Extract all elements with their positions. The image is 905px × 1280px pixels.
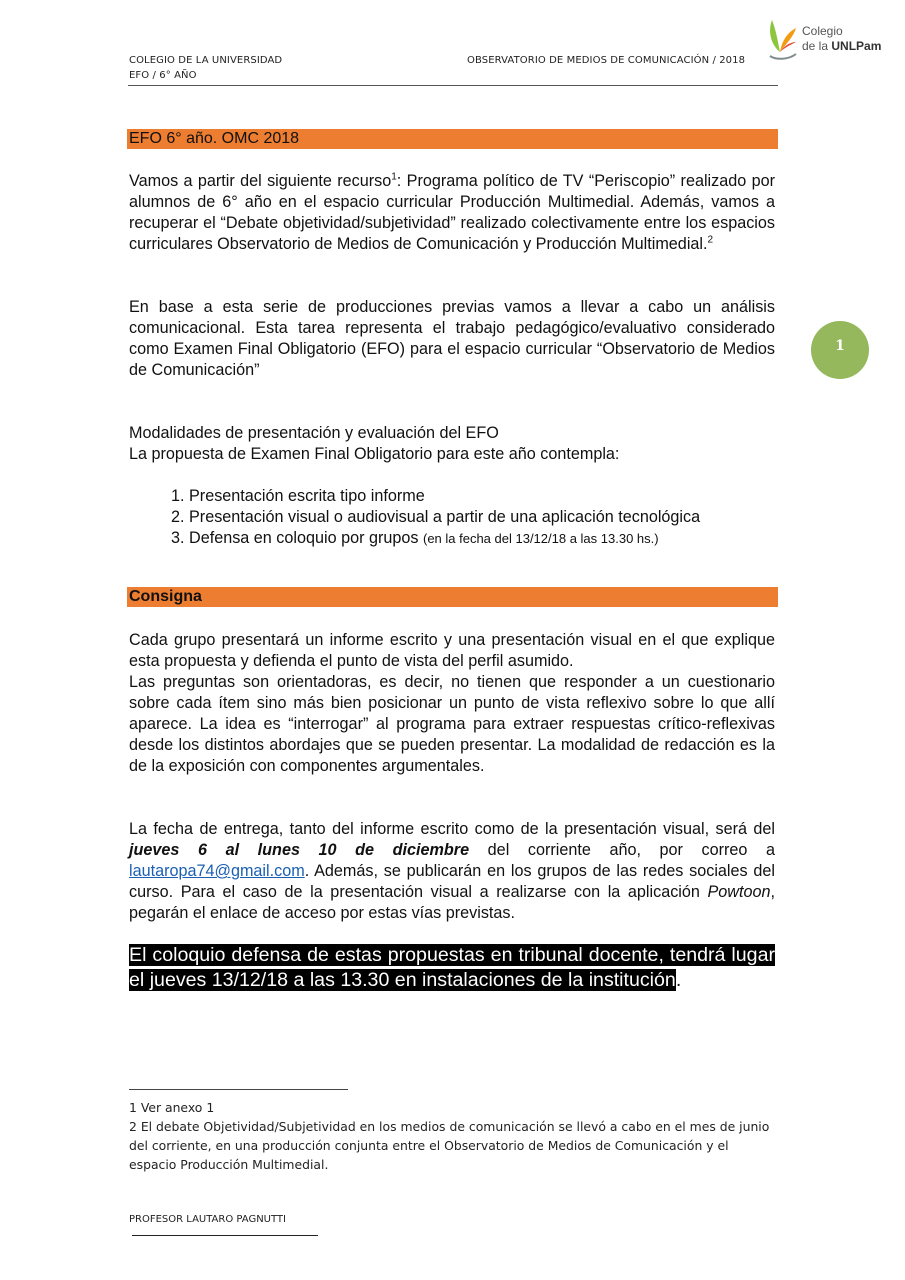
list-item-text: Presentación escrita tipo informe bbox=[189, 487, 425, 505]
consigna-paragraphs bbox=[129, 630, 775, 777]
list-item bbox=[189, 507, 789, 528]
header-left-line1: COLEGIO DE LA UNIVERSIDAD bbox=[129, 55, 283, 66]
footnote-ref-2[interactable]: 2 bbox=[707, 234, 714, 246]
modalidades-list bbox=[129, 486, 789, 549]
coloquio-highlight-end: . bbox=[675, 969, 682, 991]
intro-paragraph-1 bbox=[129, 171, 775, 255]
intro-text-p2: En base a esta serie de producciones previas vamos a llevar a cabo un análisis comunicacional. Esta tarea representa el trabajo pedagógico/evaluativo considerado como Examen Final Obligatorio (EFO) para el espacio curricular “Observatorio de Medios de Comunicación” bbox=[129, 298, 775, 379]
consigna-text-p3d: , pegarán el enlace de acceso por estas vías previstas. bbox=[129, 883, 775, 922]
modalidades-heading: Modalidades de presentación y evaluación del EFO bbox=[129, 424, 499, 442]
list-item-text: Presentación visual o audiovisual a partir de una aplicación tecnológica bbox=[189, 508, 701, 526]
consigna-text-p3b: del corriente año, por correo a bbox=[469, 841, 776, 859]
email-link[interactable]: lautaropa74@gmail.com bbox=[129, 862, 305, 880]
header-left-line2: EFO / 6° AÑO bbox=[129, 70, 197, 81]
logo-line1: Colegio bbox=[802, 24, 843, 38]
consigna-text-p2: Las preguntas son orientadoras, es decir, no tienen que responder a un cuestionario sobre cada ítem sino más bien posicionar un punto de vista reflexivo sobre lo que allí aparece. La idea es “interrogar” al programa para extraer respuestas crítico-reflexivas desde los distintos abordajes que se pueden presentar. La modalidad de redacción es la de la exposición con componentes argumentales. bbox=[129, 673, 775, 775]
footnote-2: 2 El debate Objetividad/Subjetividad en los medios de comunicación se llevó a cabo en el mes de junio del corriente, en una producción conjunta entre el Observatorio de Medios de Comunicación y el espacio Producción Multimedial. bbox=[129, 1119, 770, 1172]
footnote-rule bbox=[129, 1089, 348, 1090]
colegio-logo bbox=[766, 14, 891, 64]
title-bar: EFO 6° año. OMC 2018 bbox=[127, 129, 778, 149]
intro-text-a: Vamos a partir del siguiente recurso bbox=[129, 172, 392, 190]
consigna-text-p3c: . Además, se publicarán en los grupos de las redes sociales del curso. Para el caso de la presentación visual a realizarse con la aplicación bbox=[129, 862, 775, 901]
coloquio-highlight bbox=[129, 943, 775, 993]
consigna-bar: Consigna bbox=[127, 587, 778, 607]
consigna-text-p3a: La fecha de entrega, tanto del informe escrito como de la presentación visual, será del bbox=[129, 820, 775, 838]
intro-text-b: : Programa político de TV “Periscopio” realizado por alumnos de 6° año en el espacio curricular Producción Multimedial. Además, vamos a recuperar el “Debate objetividad/subjetividad” realizado colectivamente entre los espacios curriculares Observatorio de Medios de Comunicación y Producción Multimedial. bbox=[129, 172, 775, 253]
footer-teacher: PROFESOR LAUTARO PAGNUTTI bbox=[129, 1214, 286, 1225]
consigna-paragraph-3 bbox=[129, 819, 775, 924]
footer-rule bbox=[132, 1235, 318, 1236]
header-right: OBSERVATORIO DE MEDIOS DE COMUNICACIÓN / 2018 bbox=[467, 55, 746, 66]
modalidades-intro: La propuesta de Examen Final Obligatorio para este año contempla: bbox=[129, 445, 620, 463]
footnote-ref-1[interactable]: 1 bbox=[391, 171, 397, 183]
footnotes bbox=[129, 1098, 779, 1174]
list-item-note: (en la fecha del 13/12/18 a las 13.30 hs.) bbox=[422, 531, 659, 546]
coloquio-highlight-text: El coloquio defensa de estas propuestas en tribunal docente, tendrá lugar el jueves 13/12/18 a las 13.30 en instalaciones de la institución bbox=[129, 944, 775, 991]
leaf-logo-icon bbox=[766, 14, 800, 62]
consigna-text-p1: Cada grupo presentará un informe escrito y una presentación visual en el que explique esta propuesta y defienda el punto de vista del perfil asumido. bbox=[129, 631, 775, 670]
intro-paragraph-2 bbox=[129, 297, 775, 381]
logo-line2-bold: UNLPam bbox=[831, 39, 882, 53]
footnote-1: 1 Ver anexo 1 bbox=[129, 1100, 215, 1115]
delivery-dates: jueves 6 al lunes 10 de diciembre bbox=[129, 841, 470, 859]
list-item bbox=[189, 486, 789, 507]
modalidades-section bbox=[129, 423, 775, 465]
page-number-badge: 1 bbox=[811, 321, 869, 379]
header-rule bbox=[128, 85, 778, 86]
list-item bbox=[189, 528, 789, 549]
powtoon-app-name: Powtoon bbox=[707, 883, 771, 901]
list-item-text: Defensa en coloquio por grupos bbox=[189, 529, 419, 547]
logo-line2-prefix: de la bbox=[802, 39, 832, 53]
